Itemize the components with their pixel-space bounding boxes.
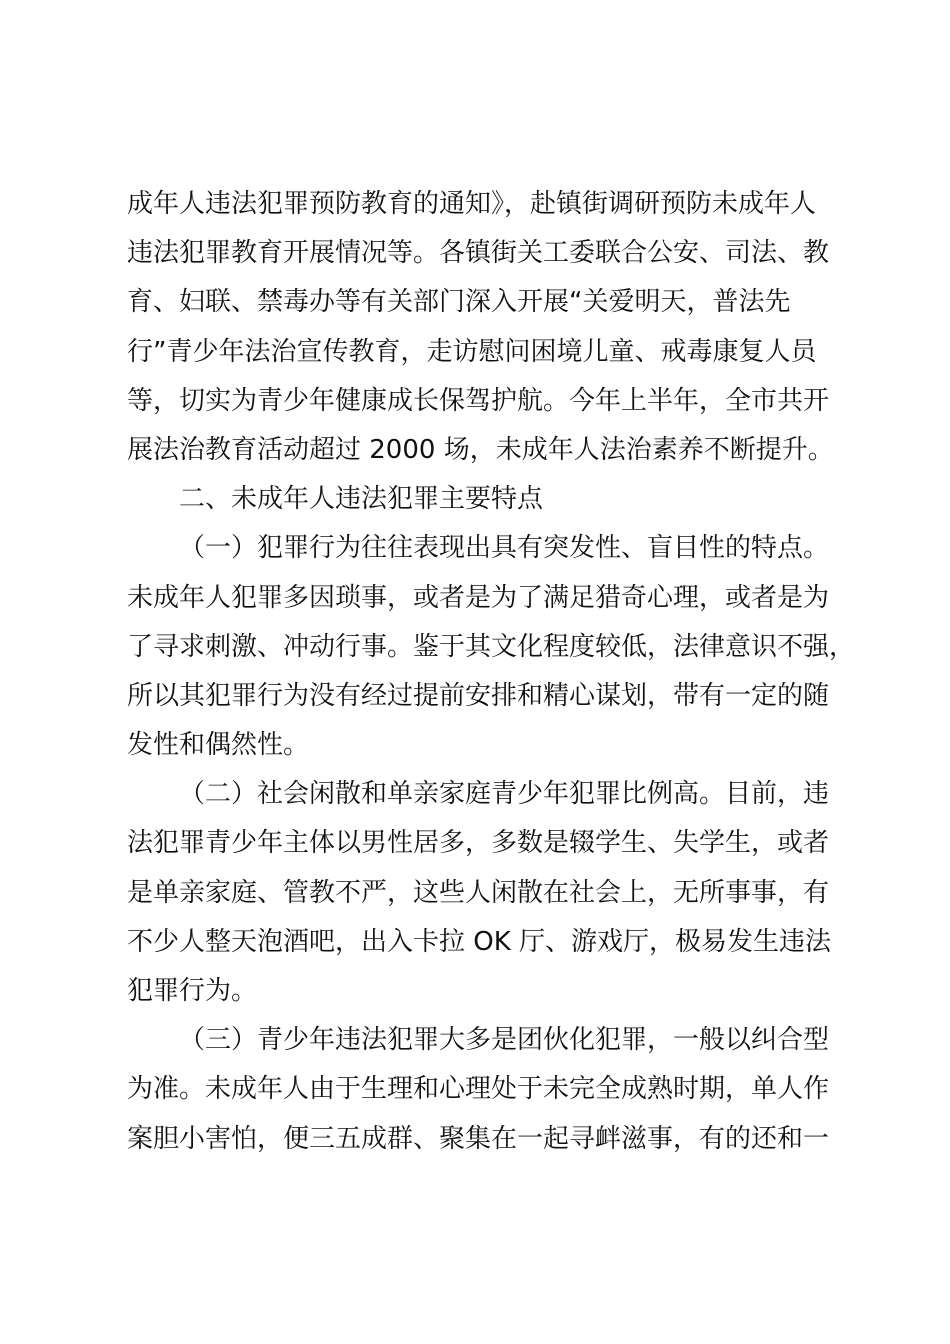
text-line: 等，切实为青少年健康成长保驾护航。今年上半年，全市共开	[127, 385, 830, 416]
subsection-heading-2: （二）社会闲散和单亲家庭青少年犯罪比例高。目前，违	[179, 779, 830, 810]
body-text	[127, 180, 856, 1164]
text-line: 发性和偶然性。	[127, 730, 310, 761]
text-line: 是单亲家庭、管教不严，这些人闲散在社会上，无所事事，有	[127, 877, 830, 908]
text-line: 法犯罪青少年主体以男性居多，多数是辍学生、失学生，或者	[127, 828, 830, 859]
text-line: 育、妇联、禁毒办等有关部门深入开展“关爱明天，普法先	[127, 287, 791, 318]
subsection-heading-3: （三）青少年违法犯罪大多是团伙化犯罪，一般以纠合型	[179, 1025, 830, 1056]
text-line: 不少人整天泡酒吧，出入卡拉 OK 厅、游戏厅，极易发生违法	[127, 926, 832, 957]
text-line: 犯罪行为。	[127, 976, 258, 1006]
text-line: 成年人违法犯罪预防教育的通知》，赴镇街调研预防未成年人	[127, 189, 817, 219]
text-line: 展法治教育活动超过 2000 场，未成年人法治素养不断提升。	[127, 434, 834, 465]
text-line: 案胆小害怕，便三五成群、聚集在一起寻衅滋事，有的还和一	[127, 1123, 830, 1154]
text-line: 违法犯罪教育开展情况等。各镇街关工委联合公安、司法、教	[127, 238, 830, 269]
section-heading: 二、未成年人违法犯罪主要特点	[179, 484, 544, 515]
text-line: 行”青少年法治宣传教育，走访慰问困境儿童、戒毒康复人员	[127, 336, 817, 367]
text-line: 为准。未成年人由于生理和心理处于未完全成熟时期，单人作	[127, 1074, 830, 1105]
text-line: 所以其犯罪行为没有经过提前安排和精心谋划，带有一定的随	[127, 680, 830, 711]
text-line: 了寻求刺激、冲动行事。鉴于其文化程度较低，法律意识不强，	[127, 631, 856, 662]
subsection-heading-1: （一）犯罪行为往往表现出具有突发性、盲目性的特点。	[179, 533, 830, 564]
text-line: 未成年人犯罪多因琐事，或者是为了满足猎奇心理，或者是为	[127, 582, 830, 613]
